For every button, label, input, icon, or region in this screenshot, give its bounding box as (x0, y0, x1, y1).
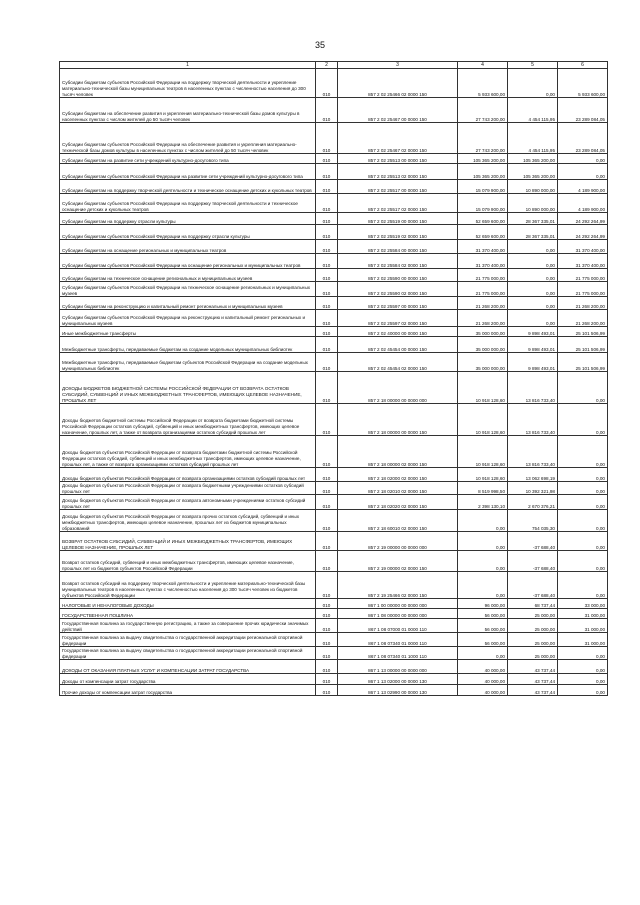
row-budget-code: 857 2 02 25517 00 0000 150 (338, 180, 458, 194)
row-budget-code: 857 2 18 02020 02 0000 150 (338, 495, 458, 510)
row-unexecuted: 24 292 264,99 (558, 213, 608, 225)
row-executed: 754 035,30 (508, 510, 558, 532)
row-unexecuted: 0,00 (558, 372, 608, 404)
row-budget-code: 857 2 02 25517 02 0000 150 (338, 194, 458, 213)
row-code: 010 (316, 353, 338, 372)
row-executed: 9 898 493,01 (508, 327, 558, 337)
table-row (60, 164, 608, 180)
row-code: 010 (316, 572, 338, 599)
row-approved: 21 775 000,00 (458, 282, 508, 297)
row-budget-code: 857 2 02 25513 00 0000 150 (338, 154, 458, 164)
row-unexecuted: 21 268 200,00 (558, 310, 608, 327)
row-name: Субсидии бюджетам субъектов Российской Федерации на обеспечение развития и укрепления материально-технической базы домов культуры в населенных пунктах с числом жителей до 50 тысяч человек (60, 123, 316, 154)
table-body (60, 69, 608, 696)
row-name: Субсидии бюджетам на техническое оснащение региональных и муниципальных музеев (60, 269, 316, 282)
table-row (60, 353, 608, 372)
row-executed: 4 454 115,95 (508, 98, 558, 123)
row-approved: 40 000,00 (458, 685, 508, 696)
row-unexecuted: 5 933 600,00 (558, 69, 608, 98)
row-budget-code: 857 2 02 25467 00 0000 150 (338, 98, 458, 123)
row-code: 010 (316, 213, 338, 225)
row-name: ДОХОДЫ БЮДЖЕТОВ БЮДЖЕТНОЙ СИСТЕМЫ РОССИЙСКОЙ ФЕДЕРАЦИИ ОТ ВОЗВРАТА ОСТАТКОВ СУБСИДИЙ, СУБВЕНЦИЙ И ИНЫХ МЕЖБЮДЖЕТНЫХ ТРАНСФЕРТОВ, ИМЕЮЩИХ ЦЕЛЕВОЕ НАЗНАЧЕНИЕ, ПРОШЛЫХ ЛЕТ (60, 372, 316, 404)
row-executed: 0,00 (508, 297, 558, 310)
table-row (60, 123, 608, 154)
row-name: Доходы бюджетов субъектов Российской Федерации от возврата прочих остатков субсидий, субвенций и иных межбюджетных трансфертов, имеющих целевое назначение, прошлых лет из бюджетов муниципальных образований (60, 510, 316, 532)
row-unexecuted: 0,00 (558, 551, 608, 572)
row-code: 010 (316, 225, 338, 240)
row-budget-code: 857 2 02 25519 02 0000 150 (338, 225, 458, 240)
row-unexecuted: 0,00 (558, 532, 608, 551)
table-row (60, 225, 608, 240)
header-cell: 3 (338, 62, 458, 69)
row-name: Государственная пошлина за выдачу свидетельства о государственной аккредитации региональной спортивной федерации (60, 647, 316, 660)
row-unexecuted: 31 370 400,00 (558, 254, 608, 269)
row-executed: 28 367 335,01 (508, 213, 558, 225)
row-executed: 13 816 733,40 (508, 404, 558, 436)
table-row (60, 240, 608, 254)
row-approved: 15 079 900,00 (458, 180, 508, 194)
row-code: 010 (316, 436, 338, 468)
row-code: 010 (316, 482, 338, 495)
row-approved: 10 918 128,60 (458, 404, 508, 436)
row-budget-code: 857 2 02 45454 00 0000 150 (338, 337, 458, 353)
row-budget-code: 857 2 02 25584 02 0000 150 (338, 254, 458, 269)
table-row (60, 254, 608, 269)
table-row (60, 436, 608, 468)
table-row (60, 551, 608, 572)
row-unexecuted: 4 189 900,00 (558, 194, 608, 213)
row-budget-code: 867 1 13 00000 00 0000 000 (338, 660, 458, 674)
row-code: 010 (316, 337, 338, 353)
row-name: Субсидии бюджетам на развитие сети учреждений культурно-досугового типа (60, 154, 316, 164)
row-approved: 40 000,00 (458, 660, 508, 674)
row-approved: 105 365 200,00 (458, 164, 508, 180)
row-name: Субсидии бюджетам на обеспечение развития и укрепления материально-технической базы домов культуры в населенных пунктах с числом жителей до 50 тысяч человек (60, 98, 316, 123)
row-unexecuted: 0,00 (558, 572, 608, 599)
row-approved: 0,00 (458, 647, 508, 660)
row-unexecuted: 25 101 506,99 (558, 327, 608, 337)
row-budget-code: 857 2 02 40000 00 0000 150 (338, 327, 458, 337)
row-code: 010 (316, 98, 338, 123)
row-executed: 28 367 335,01 (508, 225, 558, 240)
row-code: 010 (316, 510, 338, 532)
row-unexecuted: 31 000,00 (558, 633, 608, 647)
row-name: Доходы от компенсации затрат государства (60, 674, 316, 685)
table-row (60, 674, 608, 685)
row-code: 010 (316, 647, 338, 660)
row-approved: 31 370 400,00 (458, 254, 508, 269)
row-executed: 10 890 000,00 (508, 180, 558, 194)
row-approved: 56 000,00 (458, 609, 508, 619)
row-code: 010 (316, 282, 338, 297)
row-code: 010 (316, 685, 338, 696)
table-row (60, 510, 608, 532)
header-cell: 1 (60, 62, 316, 69)
row-unexecuted: 31 370 400,00 (558, 240, 608, 254)
row-unexecuted: 0,00 (558, 660, 608, 674)
header-cell: 2 (316, 62, 338, 69)
row-unexecuted: 23 289 084,05 (558, 123, 608, 154)
row-approved: 52 659 600,00 (458, 213, 508, 225)
row-name: ГОСУДАРСТВЕННАЯ ПОШЛИНА (60, 609, 316, 619)
table-row (60, 337, 608, 353)
table-row (60, 180, 608, 194)
row-approved: 35 000 000,00 (458, 337, 508, 353)
row-name: ДОХОДЫ ОТ ОКАЗАНИЯ ПЛАТНЫХ УСЛУГ И КОМПЕНСАЦИИ ЗАТРАТ ГОСУДАРСТВА (60, 660, 316, 674)
table-row (60, 98, 608, 123)
row-code: 010 (316, 609, 338, 619)
table-row (60, 532, 608, 551)
row-code: 010 (316, 310, 338, 327)
table-row (60, 310, 608, 327)
row-name: Субсидии бюджетам субъектов Российской Федерации на поддержку отрасли культуры (60, 225, 316, 240)
row-executed: -37 688,40 (508, 551, 558, 572)
row-name: НАЛОГОВЫЕ И НЕНАЛОГОВЫЕ ДОХОДЫ (60, 599, 316, 609)
row-budget-code: 857 2 02 25513 02 0000 150 (338, 164, 458, 180)
row-unexecuted: 0,00 (558, 436, 608, 468)
row-approved: 27 743 200,00 (458, 98, 508, 123)
table-row (60, 599, 608, 609)
row-budget-code: 857 2 19 00000 02 0000 150 (338, 551, 458, 572)
row-approved: 10 918 128,60 (458, 468, 508, 482)
row-unexecuted: 0,00 (558, 647, 608, 660)
row-executed: 13 062 698,19 (508, 468, 558, 482)
table-row (60, 482, 608, 495)
table-row (60, 609, 608, 619)
row-name: Субсидии бюджетам субъектов Российской Федерации на реконструкцию и капитальный ремонт региональных и муниципальных музеев (60, 310, 316, 327)
table-row (60, 404, 608, 436)
header-cell: 4 (458, 62, 508, 69)
row-approved: 31 370 400,00 (458, 240, 508, 254)
row-executed: 2 670 376,21 (508, 495, 558, 510)
table-row (60, 194, 608, 213)
table-row (60, 633, 608, 647)
table-row (60, 572, 608, 599)
row-budget-code: 867 1 00 00000 00 0000 000 (338, 599, 458, 609)
row-approved: 56 000,00 (458, 619, 508, 633)
row-budget-code: 857 2 02 25584 00 0000 150 (338, 240, 458, 254)
row-executed: 0,00 (508, 240, 558, 254)
table-row (60, 495, 608, 510)
row-executed: 105 365 200,00 (508, 164, 558, 180)
row-name: Доходы бюджетов субъектов Российской Федерации от возврата автономными учреждениями остатков субсидий прошлых лет (60, 495, 316, 510)
row-executed: 10 890 000,00 (508, 194, 558, 213)
row-code: 010 (316, 180, 338, 194)
row-code: 010 (316, 660, 338, 674)
row-name: Субсидии бюджетам субъектов Российской Федерации на развитие сети учреждений культурно-досугового типа (60, 164, 316, 180)
page-number: 35 (314, 40, 325, 50)
row-approved: 96 000,00 (458, 599, 508, 609)
row-budget-code: 857 2 02 25590 02 0000 150 (338, 282, 458, 297)
row-approved: 35 000 000,00 (458, 353, 508, 372)
row-name: Субсидии бюджетам на поддержку отрасли культуры (60, 213, 316, 225)
row-budget-code: 857 2 18 00000 00 0000 150 (338, 404, 458, 436)
row-code: 010 (316, 154, 338, 164)
row-name: Субсидии бюджетам на поддержку творческой деятельности и техническое оснащение детских и кукольных театров (60, 180, 316, 194)
row-name: Субсидии бюджетам на оснащение региональных и муниципальных театров (60, 240, 316, 254)
row-approved: 105 365 200,00 (458, 154, 508, 164)
row-name: Государственная пошлина за выдачу свидетельства о государственной аккредитации региональной спортивной федерации (60, 633, 316, 647)
row-name: Межбюджетные трансферты, передаваемые бюджетам субъектов Российской Федерации на создание модельных муниципальных библиотек (60, 353, 316, 372)
row-code: 010 (316, 269, 338, 282)
table-row (60, 619, 608, 633)
row-executed: 43 737,44 (508, 685, 558, 696)
row-code: 010 (316, 633, 338, 647)
row-name: Субсидии бюджетам субъектов Российской Федерации на поддержку творческой деятельности и укрепление материально-технической базы муниципальных театров в населенных пунктах с численностью населения до 300 тысяч человек (60, 69, 316, 98)
table-row (60, 647, 608, 660)
row-approved: 52 659 600,00 (458, 225, 508, 240)
row-code: 010 (316, 164, 338, 180)
row-executed: 13 816 733,40 (508, 436, 558, 468)
row-code: 010 (316, 404, 338, 436)
row-executed: 13 816 733,40 (508, 372, 558, 404)
row-executed: 0,00 (508, 310, 558, 327)
row-budget-code: 867 1 08 07340 01 1000 110 (338, 647, 458, 660)
row-unexecuted: 0,00 (558, 164, 608, 180)
row-unexecuted: 0,00 (558, 510, 608, 532)
row-code: 010 (316, 240, 338, 254)
row-executed: 105 365 200,00 (508, 154, 558, 164)
row-budget-code: 867 1 13 02990 00 0000 130 (338, 685, 458, 696)
row-approved: 0,00 (458, 532, 508, 551)
row-approved: 0,00 (458, 572, 508, 599)
row-code: 010 (316, 599, 338, 609)
row-budget-code: 857 2 19 00000 00 0000 000 (338, 532, 458, 551)
row-budget-code: 867 1 08 07000 01 0000 110 (338, 619, 458, 633)
row-name: Доходы бюджетов бюджетной системы Российской Федерации от возврата бюджетами бюджетной системы Российской Федерации остатков субсидий, субвенций и иных межбюджетных трансфертов, имеющих целевое назначение, прошлых лет, а также от возврата организациями остатков субсидий прошлых лет (60, 404, 316, 436)
row-budget-code: 857 2 02 25590 00 0000 150 (338, 269, 458, 282)
table-row (60, 468, 608, 482)
row-name: Возврат остатков субсидий, субвенций и иных межбюджетных трансфертов, имеющих целевое назначение, прошлых лет из бюджетов субъектов Российской Федерации (60, 551, 316, 572)
row-unexecuted: 25 101 506,99 (558, 353, 608, 372)
row-code: 010 (316, 297, 338, 310)
row-code: 010 (316, 468, 338, 482)
row-budget-code: 857 2 18 60010 02 0000 150 (338, 510, 458, 532)
row-unexecuted: 24 292 264,99 (558, 225, 608, 240)
row-name: Доходы бюджетов субъектов Российской Федерации от возврата бюджетами бюджетной системы Российской Федерации остатков субсидий, субвенций и иных межбюджетных трансфертов, имеющих целевое назначение, прошлых лет, а также от возврата организациями остатков субсидий прошлых лет (60, 436, 316, 468)
row-executed: 0,00 (508, 69, 558, 98)
row-approved: 10 918 128,60 (458, 372, 508, 404)
table-row (60, 213, 608, 225)
row-name: Межбюджетные трансферты, передаваемые бюджетам на создание модельных муниципальных библиотек (60, 337, 316, 353)
row-unexecuted: 0,00 (558, 468, 608, 482)
row-code: 010 (316, 372, 338, 404)
row-name: Доходы бюджетов субъектов Российской Федерации от возврата бюджетными учреждениями остатков субсидий прошлых лет (60, 482, 316, 495)
row-executed: 4 454 115,95 (508, 123, 558, 154)
row-budget-code: 857 2 02 25466 02 0000 150 (338, 69, 458, 98)
row-code: 010 (316, 674, 338, 685)
row-name: Доходы бюджетов субъектов Российской Федерации от возврата организациями остатков субсидий прошлых лет (60, 468, 316, 482)
table-header-row (60, 62, 608, 69)
row-budget-code: 857 2 18 02000 02 0000 150 (338, 468, 458, 482)
row-name: Прочие доходы от компенсации затрат государства (60, 685, 316, 696)
row-approved: 10 918 128,60 (458, 436, 508, 468)
row-unexecuted: 0,00 (558, 482, 608, 495)
row-executed: 25 000,00 (508, 619, 558, 633)
row-code: 010 (316, 551, 338, 572)
row-code: 010 (316, 532, 338, 551)
row-executed: -37 688,40 (508, 532, 558, 551)
row-approved: 21 268 200,00 (458, 310, 508, 327)
row-unexecuted: 0,00 (558, 404, 608, 436)
row-budget-code: 867 1 13 02000 00 0000 130 (338, 674, 458, 685)
row-approved: 35 000 000,00 (458, 327, 508, 337)
row-approved: 5 933 600,00 (458, 69, 508, 98)
row-code: 010 (316, 69, 338, 98)
row-unexecuted: 23 289 084,05 (558, 98, 608, 123)
row-executed: 9 898 493,01 (508, 337, 558, 353)
table-row (60, 154, 608, 164)
row-unexecuted: 21 775 000,00 (558, 282, 608, 297)
row-budget-code: 857 2 18 02010 02 0000 150 (338, 482, 458, 495)
row-budget-code: 857 2 18 00000 02 0000 150 (338, 436, 458, 468)
row-executed: 25 000,00 (508, 647, 558, 660)
row-budget-code: 857 2 19 25466 02 0000 150 (338, 572, 458, 599)
row-budget-code: 867 1 08 07340 01 0000 110 (338, 633, 458, 647)
row-approved: 8 519 998,50 (458, 482, 508, 495)
row-executed: 10 392 321,98 (508, 482, 558, 495)
row-code: 010 (316, 123, 338, 154)
header-cell: 6 (558, 62, 608, 69)
row-approved: 27 743 200,00 (458, 123, 508, 154)
row-budget-code: 857 2 02 25597 00 0000 150 (338, 297, 458, 310)
row-approved: 15 079 900,00 (458, 194, 508, 213)
row-unexecuted: 4 189 900,00 (558, 180, 608, 194)
row-executed: 25 000,00 (508, 609, 558, 619)
table-row (60, 282, 608, 297)
row-unexecuted: 31 000,00 (558, 619, 608, 633)
row-unexecuted: 0,00 (558, 154, 608, 164)
row-unexecuted: 33 000,00 (558, 599, 608, 609)
row-name: Государственная пошлина за государственную регистрацию, а также за совершение прочих юридически значимых действий (60, 619, 316, 633)
row-executed: 25 000,00 (508, 633, 558, 647)
table-row (60, 660, 608, 674)
row-name: Субсидии бюджетам субъектов Российской Федерации на оснащение региональных и муниципальных театров (60, 254, 316, 269)
row-unexecuted: 25 101 506,99 (558, 337, 608, 353)
income-table (59, 61, 608, 696)
row-approved: 21 775 000,00 (458, 269, 508, 282)
header-cell: 5 (508, 62, 558, 69)
row-unexecuted: 31 000,00 (558, 609, 608, 619)
row-name: Субсидии бюджетам субъектов Российской Федерации на поддержку творческой деятельности и техническое оснащение детских и кукольных театров (60, 194, 316, 213)
table-row (60, 69, 608, 98)
row-name: Субсидии бюджетам на реконструкцию и капитальный ремонт региональных и муниципальных музеев (60, 297, 316, 310)
row-unexecuted: 0,00 (558, 685, 608, 696)
row-executed: 43 737,44 (508, 674, 558, 685)
table-row (60, 327, 608, 337)
row-code: 010 (316, 194, 338, 213)
row-executed: 0,00 (508, 269, 558, 282)
row-budget-code: 857 2 02 45454 02 0000 150 (338, 353, 458, 372)
row-unexecuted: 0,00 (558, 674, 608, 685)
table-row (60, 685, 608, 696)
row-approved: 0,00 (458, 551, 508, 572)
row-budget-code: 857 2 02 25467 02 0000 150 (338, 123, 458, 154)
row-code: 010 (316, 619, 338, 633)
row-approved: 56 000,00 (458, 633, 508, 647)
row-executed: -37 688,40 (508, 572, 558, 599)
row-name: Иные межбюджетные трансферты (60, 327, 316, 337)
row-name: ВОЗВРАТ ОСТАТКОВ СУБСИДИЙ, СУБВЕНЦИЙ И ИНЫХ МЕЖБЮДЖЕТНЫХ ТРАНСФЕРТОВ, ИМЕЮЩИХ ЦЕЛЕВОЕ НАЗНАЧЕНИЕ, ПРОШЛЫХ ЛЕТ (60, 532, 316, 551)
row-budget-code: 857 2 02 25519 00 0000 150 (338, 213, 458, 225)
table-row (60, 297, 608, 310)
row-executed: 0,00 (508, 254, 558, 269)
row-budget-code: 857 2 18 00000 00 0000 000 (338, 372, 458, 404)
row-budget-code: 857 2 02 25597 02 0000 150 (338, 310, 458, 327)
row-unexecuted: 21 268 200,00 (558, 297, 608, 310)
row-unexecuted: 21 775 000,00 (558, 269, 608, 282)
row-name: Субсидии бюджетам субъектов Российской Федерации на техническое оснащение региональных и муниципальных музеев (60, 282, 316, 297)
row-approved: 2 398 130,10 (458, 495, 508, 510)
row-executed: 68 737,44 (508, 599, 558, 609)
row-approved: 0,00 (458, 510, 508, 532)
row-unexecuted: 0,00 (558, 495, 608, 510)
row-approved: 40 000,00 (458, 674, 508, 685)
row-name: Возврат остатков субсидий на поддержку творческой деятельности и укрепление материально-технической базы муниципальных театров в населенных пунктах с численностью населения до 300 тысяч человек из бюджетов субъектов Российской Федерации (60, 572, 316, 599)
row-code: 010 (316, 495, 338, 510)
row-executed: 0,00 (508, 282, 558, 297)
row-executed: 43 737,44 (508, 660, 558, 674)
table-row (60, 269, 608, 282)
row-approved: 21 268 200,00 (458, 297, 508, 310)
row-code: 010 (316, 327, 338, 337)
row-code: 010 (316, 254, 338, 269)
table-row (60, 372, 608, 404)
row-executed: 9 898 493,01 (508, 353, 558, 372)
row-budget-code: 867 1 08 00000 00 0000 000 (338, 609, 458, 619)
